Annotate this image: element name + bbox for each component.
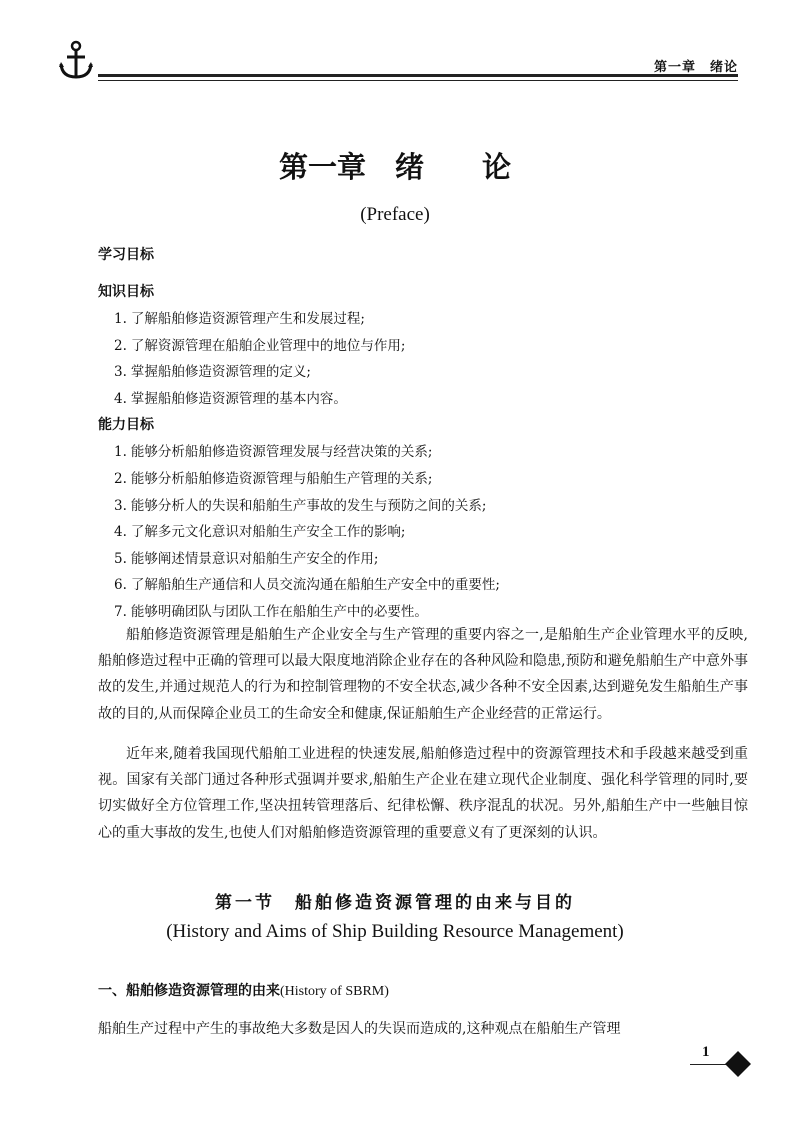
item-number: 4. — [114, 390, 127, 407]
intro-paragraph-2 — [98, 741, 748, 846]
section-subtitle: (History and Aims of Ship Building Resource Management) — [166, 921, 624, 942]
item-text: 能够分析人的失误和船舶生产事故的发生与预防之间的关系; — [130, 497, 487, 514]
knowledge-objectives-heading: 知识目标 — [98, 284, 154, 300]
list-item — [98, 359, 758, 386]
item-number: 2. — [114, 337, 127, 354]
item-text: 了解船舶修造资源管理产生和发展过程; — [130, 311, 365, 327]
diamond-icon — [724, 1050, 752, 1078]
item-number: 5. — [114, 550, 127, 567]
item-text: 能够分析船舶修造资源管理发展与经营决策的关系; — [130, 444, 433, 461]
list-item — [98, 466, 758, 493]
anchor-icon — [58, 40, 94, 80]
ability-objectives-list — [98, 439, 758, 625]
header-rule — [98, 74, 738, 77]
list-item — [98, 306, 758, 333]
paragraph: 船舶修造资源管理是船舶生产企业安全与生产管理的重要内容之一,是船舶生产企业管理水平的反映,船舶修造过程中正确的管理可以最大限度地消除企业存在的各种风险和隐患,预防和避免船舶生产中意外事故的发生,并通过规范人的行为和控制管理物的不安全状态,减少各种不安全因素,达到避免发生船舶生产事故的目的,从而保障企业员工的生命安全和健康,保证船舶生产企业经营的正常运行。 — [98, 627, 748, 722]
subsection-heading-en: (History of SBRM) — [280, 984, 389, 999]
list-item — [98, 333, 758, 360]
item-text: 掌握船舶修造资源管理的基本内容。 — [130, 390, 347, 407]
page-number: 1 — [702, 1044, 710, 1060]
item-text: 能够分析船舶修造资源管理与船舶生产管理的关系; — [130, 470, 433, 487]
item-number: 3. — [114, 497, 127, 514]
item-number: 2. — [114, 470, 127, 487]
paragraph: 近年来,随着我国现代船舶工业进程的快速发展,船舶修造过程中的资源管理技术和手段越来越受到重视。国家有关部门通过各种形式强调并要求,船舶生产企业在建立现代企业制度、强化科学管理的同时,要切实做好全方位管理工作,坚决扭转管理落后、纪律松懈、秩序混乱的状况。另外,船舶生产中一些触目惊心的重大事故的发生,也使人们对船舶修造资源管理的重要意义有了更深刻的认识。 — [98, 746, 748, 841]
item-text: 掌握船舶修造资源管理的定义; — [130, 364, 311, 381]
chapter-title: 第一章 绪 论 — [278, 150, 511, 184]
list-item — [98, 519, 758, 546]
list-item — [98, 546, 758, 573]
item-text: 能够阐述情景意识对船舶生产安全的作用; — [130, 550, 379, 567]
subsection-heading — [98, 980, 389, 1000]
body-continuation: 船舶生产过程中产生的事故绝大多数是因人的失误而造成的,这种观点在船舶生产管理 — [98, 1021, 621, 1037]
item-text: 能够明确团队与团队工作在船舶生产中的必要性。 — [130, 603, 428, 620]
intro-paragraph-1 — [98, 622, 748, 727]
item-text: 了解资源管理在船舶企业管理中的地位与作用; — [130, 337, 406, 354]
item-text: 了解船舶生产通信和人员交流沟通在船舶生产安全中的重要性; — [130, 577, 500, 594]
item-number: 4. — [114, 524, 127, 541]
subsection-heading-cn: 一、船舶修造资源管理的由来 — [98, 983, 280, 999]
learning-objectives — [98, 242, 758, 626]
list-item — [98, 386, 758, 413]
ability-objectives-heading: 能力目标 — [98, 417, 154, 434]
chapter-subtitle: (Preface) — [360, 204, 430, 225]
list-item — [98, 493, 758, 520]
section-title: 第一节 船舶修造资源管理的由来与目的 — [215, 893, 575, 913]
objectives-heading: 学习目标 — [98, 247, 154, 263]
item-number: 6. — [114, 577, 127, 594]
item-number: 7. — [114, 603, 127, 620]
running-header: 第一章 绪论 — [653, 60, 738, 75]
list-item — [98, 439, 758, 466]
header-rule-thin — [98, 80, 738, 81]
item-number: 1. — [114, 444, 127, 461]
item-number: 1. — [114, 311, 127, 327]
knowledge-objectives-list — [98, 306, 758, 412]
item-text: 了解多元文化意识对船舶生产安全工作的影响; — [130, 524, 406, 541]
item-number: 3. — [114, 364, 127, 381]
list-item — [98, 572, 758, 599]
